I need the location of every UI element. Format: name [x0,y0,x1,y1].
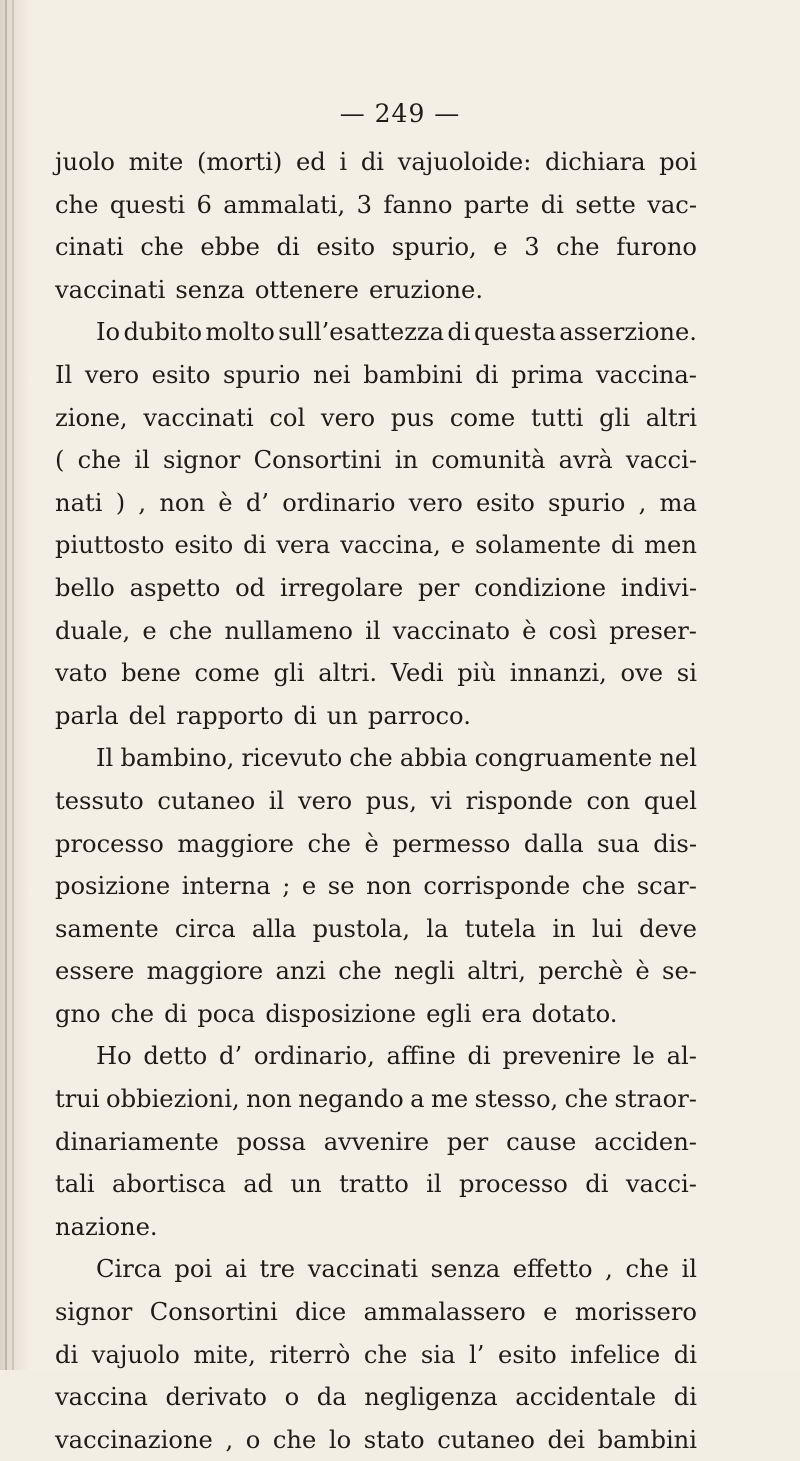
text-line: juolo mite (morti) ed i di vajuoloide: dichiara poi [55,148,697,176]
text-line: parla del rapporto di un parroco. [55,701,471,730]
text-line: vaccinati senza ottenere eruzione. [55,275,484,304]
page-number: — 249 — [339,99,461,128]
text-line: Io dubito molto sull’esattezza di questa asserzione. [96,318,697,347]
body-text [55,141,697,1461]
text-line: samente circa alla pustola, la tutela in lui deve [55,914,697,943]
text-line: signor Consortini dice ammalassero e morissero [55,1298,697,1327]
text-line: Il vero esito spurio nei bambini di prima vaccina- [55,360,697,389]
text-line: essere maggiore anzi che negli altri, perchè è se- [55,957,697,986]
text-line: zione, vaccinati col vero pus come tutti gli altri [55,403,697,432]
text-line: nazione. [55,1212,158,1241]
text-line: ( che il signor Consortini in comunità avrà vacci- [55,446,697,475]
text-line: che questi 6 ammalati, 3 fanno parte di sette vac- [55,190,697,219]
text-line: dinariamente possa avvenire per cause acciden- [55,1127,697,1156]
text-line: trui obbiezioni, non negando a me stesso, che straor- [55,1085,697,1114]
gutter-line [12,0,14,1370]
text-line: Il bambino, ricevuto che abbia congruamente nel [96,744,697,773]
text-line: tali abortisca ad un tratto il processo di vacci- [55,1170,697,1199]
text-line: vaccina derivato o da negligenza accidentale di [55,1383,697,1412]
gutter-line [5,0,7,1370]
text-line: tessuto cutaneo il vero pus, vi risponde con quel [55,786,697,815]
text-line: Circa poi ai tre vaccinati senza effetto , che il [96,1255,697,1284]
text-line: nati ) , non è d’ ordinario vero esito spurio , ma [55,488,697,517]
text-line: Ho detto d’ ordinario, affine di prevenire le al- [96,1042,697,1071]
text-line: duale, e che nullameno il vaccinato è così preser- [55,616,697,645]
text-line: gno che di poca disposizione egli era dotato. [55,999,618,1028]
text-line: vato bene come gli altri. Vedi più innanzi, ove si [55,659,697,688]
text-line: cinati che ebbe di esito spurio, e 3 che furono [55,233,697,262]
text-line: vaccinazione , o che lo stato cutaneo dei bambini [55,1425,697,1454]
text-line: piuttosto esito di vera vaccina, e solamente di men [55,531,697,560]
text-line: posizione interna ; e se non corrisponde che scar- [55,872,697,901]
text-line: di vajuolo mite, riterrò che sia l’ esito infelice di [55,1340,697,1369]
text-line: processo maggiore che è permesso dalla sua dis- [55,829,697,858]
text-line: bello aspetto od irregolare per condizione indivi- [55,573,697,602]
